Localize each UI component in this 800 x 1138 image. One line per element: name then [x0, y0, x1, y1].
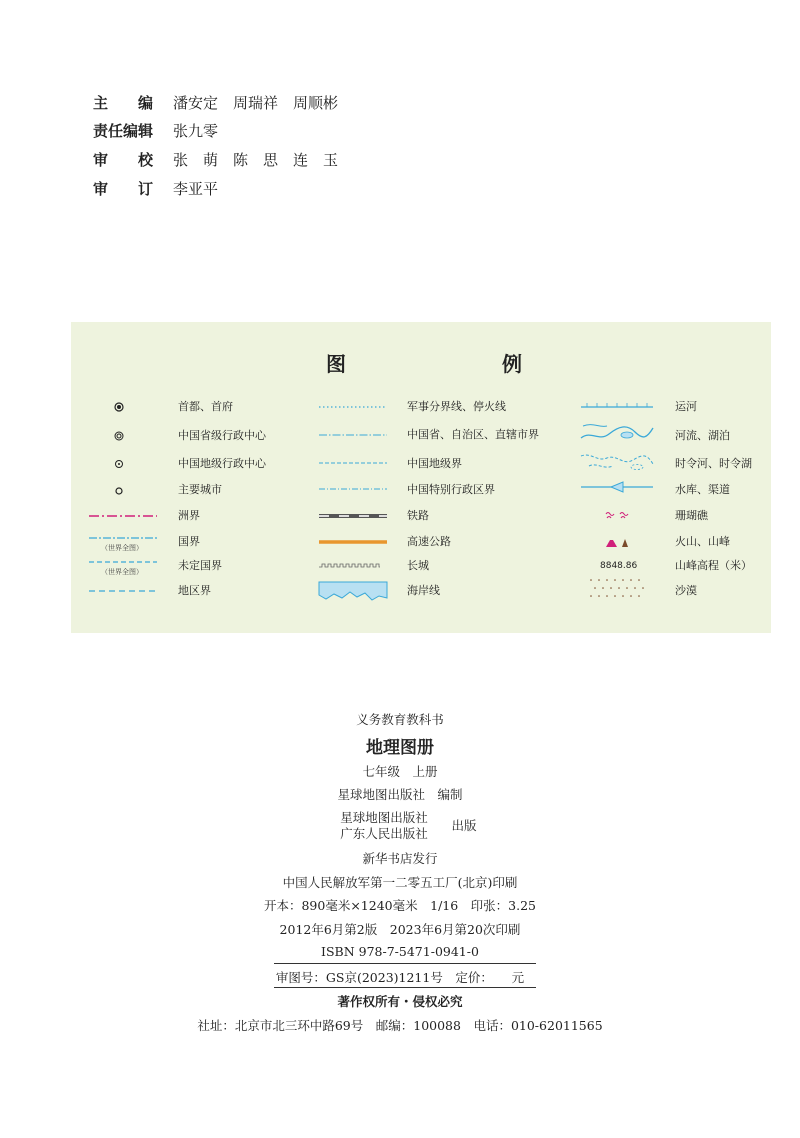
canal-icon	[579, 400, 655, 412]
legend-label-railway: 铁路	[407, 509, 429, 522]
desert-icon	[587, 576, 647, 602]
major-city-icon	[111, 483, 127, 499]
prefecture-capital-icon	[111, 456, 127, 472]
divider	[274, 987, 536, 988]
river-lake-icon	[579, 420, 655, 446]
great-wall-icon	[317, 560, 389, 572]
legend-label-river-lake: 河流、湖泊	[675, 429, 730, 442]
imprint-publish-label: 出版	[451, 818, 477, 833]
capital-icon	[111, 399, 127, 415]
credit-names: 张 萌 陈 思 连 玉	[173, 151, 339, 169]
imprint-format: 开本：890毫米×1240毫米 1/16 印张：3.25	[263, 898, 537, 913]
highway-icon	[317, 536, 389, 548]
imprint-isbn: ISBN 978-7-5471-0941-0	[321, 944, 479, 959]
legend-label-capital: 首都、首府	[178, 400, 233, 413]
imprint-grade: 七年级 上册	[362, 764, 438, 779]
legend-label-prefecture-boundary: 中国地级界	[407, 457, 462, 470]
legend-title-left: 图	[326, 352, 346, 376]
legend-label-province-boundary: 中国省、自治区、直辖市界	[407, 428, 539, 441]
legend-label-canal: 运河	[675, 400, 697, 413]
imprint-approval: 审图号：GS京(2023)1211号 定价： 元	[275, 970, 525, 985]
credit-role: 审 订	[93, 180, 154, 198]
legend-label-highway: 高速公路	[407, 535, 451, 548]
divider	[274, 963, 536, 964]
credit-names: 潘安定 周瑞祥 周顺彬	[173, 94, 339, 112]
elevation-sample: 8848.86	[600, 561, 638, 571]
imprint-copyright: 著作权所有・侵权必究	[337, 994, 463, 1009]
imprint-edition: 2012年6月第2版 2023年6月第20次印刷	[279, 922, 521, 937]
legend-title-right: 例	[502, 352, 522, 376]
legend-label-reservoir-channel: 水库、渠道	[675, 483, 730, 496]
seasonal-river-icon	[579, 448, 655, 472]
credit-names: 张九零	[173, 122, 219, 140]
sar-boundary-icon	[317, 483, 389, 495]
legend-label-provincial-capital: 中国省级行政中心	[178, 429, 266, 442]
coastline-icon	[317, 580, 389, 602]
continent-boundary-icon	[87, 510, 159, 522]
credit-role: 责任编辑	[93, 122, 154, 140]
imprint-publisher-1: 星球地图出版社	[340, 810, 428, 825]
legend-label-coral-reef: 珊瑚礁	[675, 509, 708, 522]
legend-label-seasonal-river: 时令河、时令湖	[675, 457, 752, 470]
ceasefire-line-icon	[317, 401, 389, 413]
world-map-note: （世界全图）	[101, 568, 143, 576]
map-legend	[71, 322, 771, 633]
reservoir-channel-icon	[579, 480, 655, 494]
credit-names: 李亚平	[173, 180, 219, 198]
legend-label-volcano-peak: 火山、山峰	[675, 535, 730, 548]
legend-label-desert: 沙漠	[675, 584, 697, 597]
legend-label-prefecture-capital: 中国地级行政中心	[178, 457, 266, 470]
imprint-book-title: 地理图册	[366, 738, 434, 758]
legend-label-great-wall: 长城	[407, 559, 429, 572]
provincial-capital-icon	[111, 428, 127, 444]
credit-role: 主 编	[93, 94, 154, 112]
legend-label-peak-elevation: 山峰高程（米）	[675, 559, 752, 572]
legend-label-sar-boundary: 中国特别行政区界	[407, 483, 495, 496]
coral-reef-icon	[603, 509, 633, 523]
province-boundary-icon	[317, 429, 389, 441]
railway-icon	[317, 510, 389, 522]
legend-label-coastline: 海岸线	[407, 584, 440, 597]
regional-boundary-icon	[87, 585, 159, 597]
prefecture-boundary-icon	[317, 457, 389, 469]
imprint-printer: 中国人民解放军第一二零五工厂(北京)印刷	[282, 875, 518, 890]
legend-label-regional-boundary: 地区界	[178, 584, 211, 597]
legend-label-national-boundary: 国界	[178, 535, 200, 548]
world-map-note: （世界全图）	[101, 544, 143, 552]
imprint-compiler: 星球地图出版社 编制	[337, 787, 463, 802]
imprint-distributor: 新华书店发行	[362, 851, 438, 866]
legend-label-continent-boundary: 洲界	[178, 509, 200, 522]
volcano-peak-icon	[603, 535, 633, 549]
credit-role: 审 校	[93, 151, 154, 169]
imprint-address: 社址：北京市北三环中路69号 邮编：100088 电话：010-62011565	[197, 1018, 603, 1033]
imprint-publisher-2: 广东人民出版社	[340, 826, 428, 841]
legend-label-major-city: 主要城市	[178, 483, 222, 496]
imprint-series: 义务教育教科书	[356, 712, 444, 727]
legend-label-ceasefire-line: 军事分界线、停火线	[407, 400, 506, 413]
legend-label-undetermined-boundary: 未定国界	[178, 559, 222, 572]
